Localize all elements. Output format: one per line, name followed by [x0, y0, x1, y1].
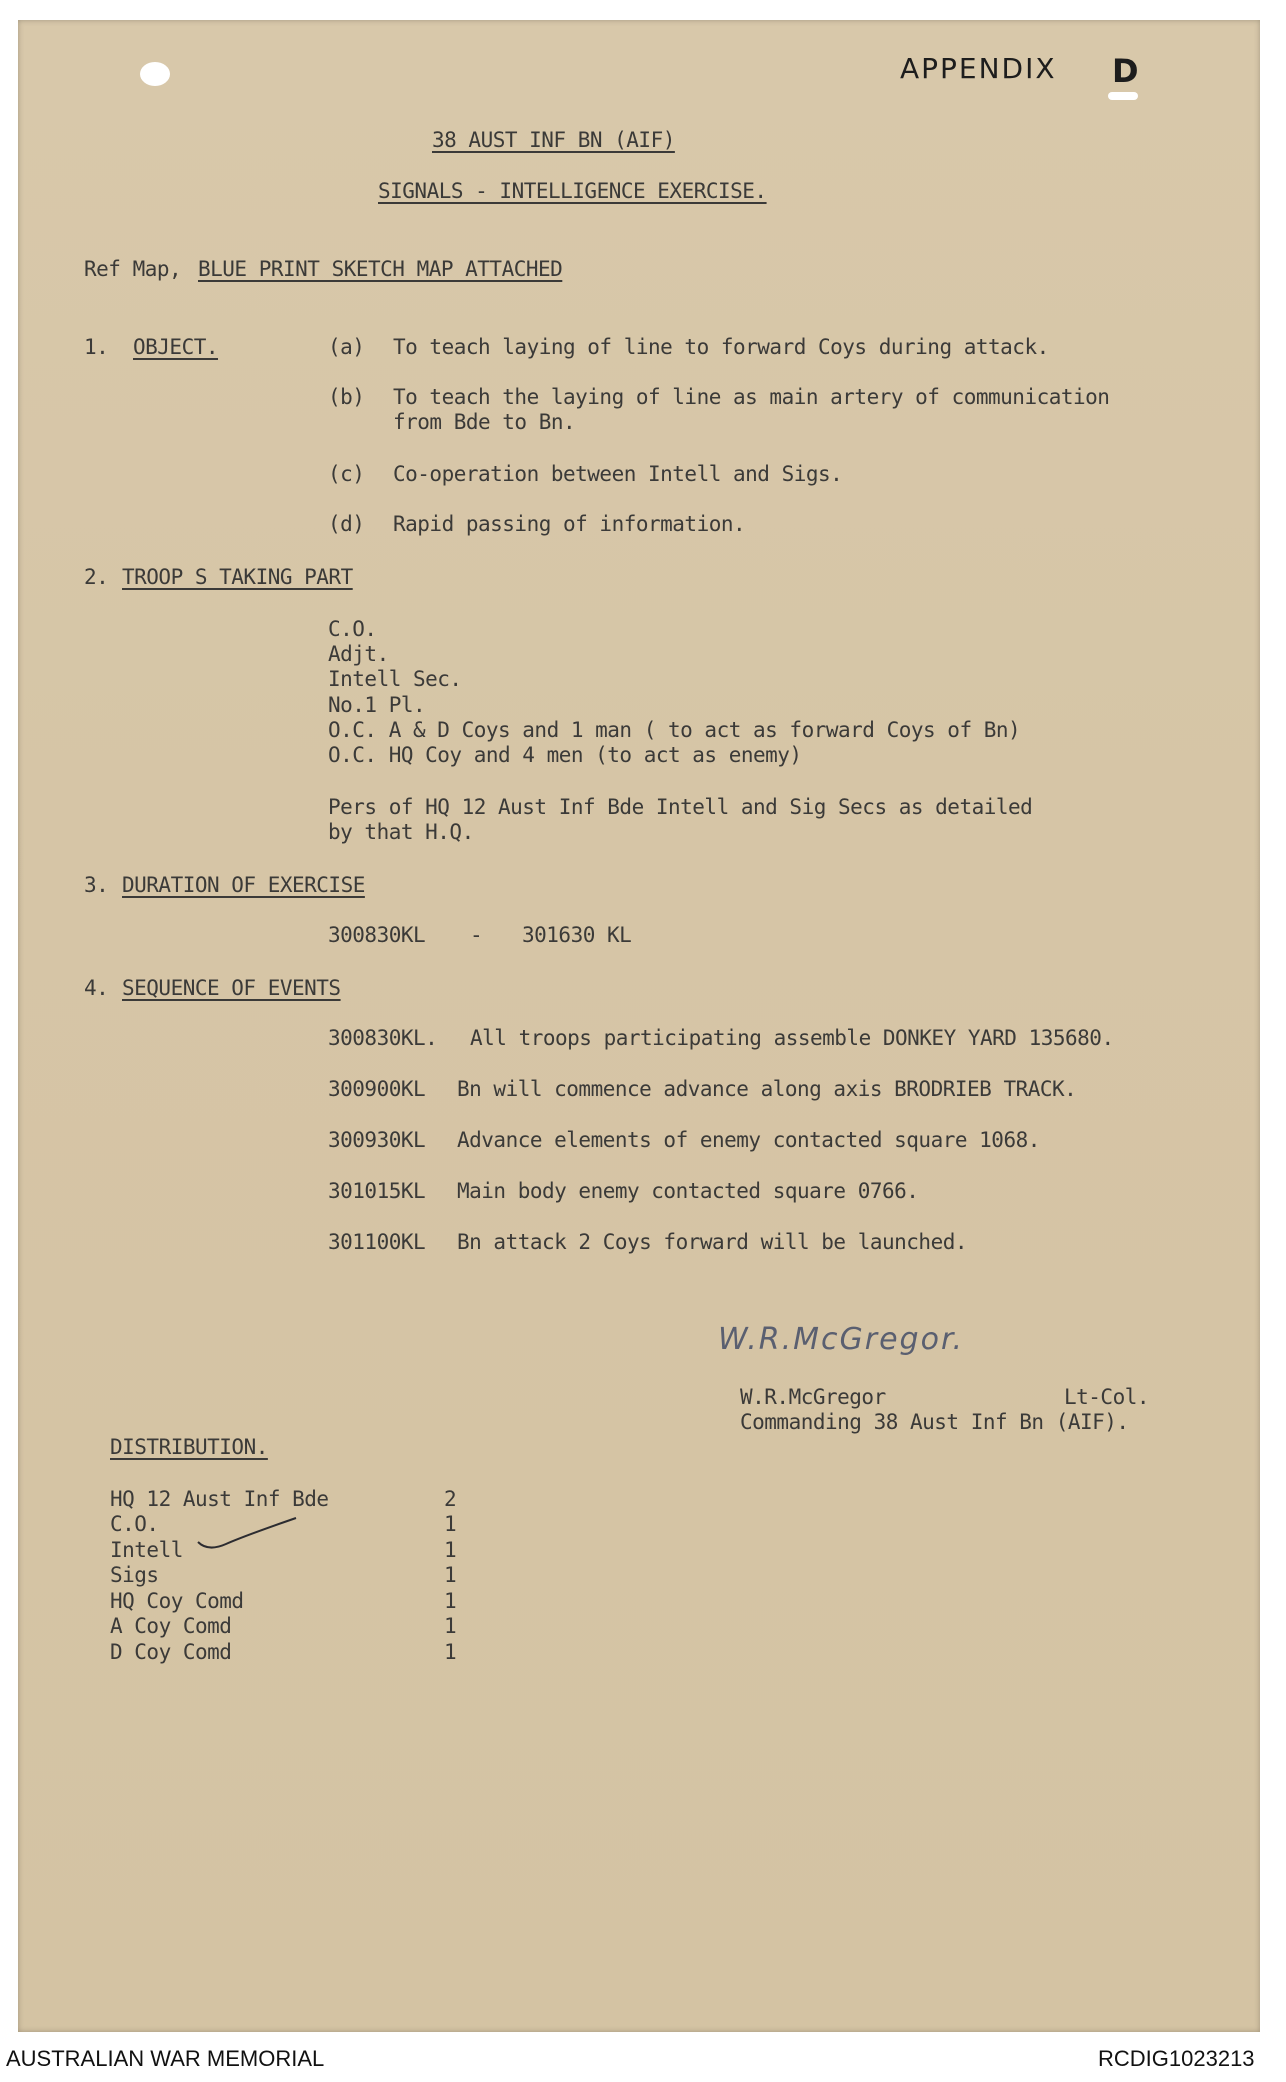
distribution-recipient: Intell — [110, 1538, 183, 1562]
troops-line: Adjt. — [328, 642, 389, 666]
handwritten-signature: W.R.McGregor. — [718, 1322, 965, 1357]
distribution-copies: 2 — [444, 1487, 457, 1511]
event-text: Bn will commence advance along axis BRODRIEB TRACK. — [457, 1077, 1077, 1101]
troops-line: O.C. HQ Coy and 4 men (to act as enemy) — [328, 743, 802, 767]
unit-heading: 38 AUST INF BN (AIF) — [432, 128, 675, 152]
troops-pers-cont: by that H.Q. — [328, 820, 474, 844]
event-text: Main body enemy contacted square 0766. — [457, 1179, 919, 1203]
troops-line: Intell Sec. — [328, 667, 462, 691]
signatory-appointment: Commanding 38 Aust Inf Bn (AIF). — [740, 1410, 1129, 1434]
distribution-recipient: HQ 12 Aust Inf Bde — [110, 1487, 329, 1511]
distribution-copies: 1 — [444, 1538, 457, 1562]
troops-line: No.1 Pl. — [328, 693, 426, 717]
distribution-copies: 1 — [444, 1563, 457, 1587]
section-4-number: 4. — [84, 976, 109, 1000]
event-text: All troops participating assemble DONKEY YARD 135680. — [470, 1026, 1114, 1050]
distribution-recipient: Sigs — [110, 1563, 159, 1587]
section-4-heading: SEQUENCE OF EVENTS — [122, 976, 341, 1000]
distribution-heading: DISTRIBUTION. — [110, 1435, 268, 1459]
object-item-b-text: To teach the laying of line as main artery of communication — [393, 385, 1110, 409]
duration-end: 301630 KL — [522, 923, 632, 947]
section-1-number: 1. — [84, 335, 109, 359]
event-time: 300930KL — [328, 1128, 426, 1152]
event-time: 300900KL — [328, 1077, 426, 1101]
section-1-heading: OBJECT. — [133, 335, 219, 359]
appendix-annotation: APPENDIX — [900, 52, 1057, 85]
footer-source: AUSTRALIAN WAR MEMORIAL — [6, 2046, 325, 2071]
appendix-letter: D — [1112, 52, 1141, 90]
object-item-d-text: Rapid passing of information. — [393, 512, 746, 536]
ref-map-label: Ref Map, — [84, 257, 182, 281]
distribution-recipient: A Coy Comd — [110, 1614, 232, 1638]
object-item-c-text: Co-operation between Intell and Sigs. — [393, 462, 843, 486]
distribution-copies: 1 — [444, 1640, 457, 1664]
paper-tear — [1108, 92, 1138, 100]
distribution-copies: 1 — [444, 1614, 457, 1638]
section-2-number: 2. — [84, 565, 109, 589]
handwritten-tick-mark — [196, 1512, 316, 1552]
exercise-title: SIGNALS - INTELLIGENCE EXERCISE. — [378, 179, 767, 203]
event-time: 301100KL — [328, 1230, 426, 1254]
event-text: Bn attack 2 Coys forward will be launched. — [457, 1230, 968, 1254]
event-time: 300830KL. — [328, 1026, 438, 1050]
object-item-b-letter: (b) — [328, 385, 365, 409]
distribution-recipient: C.O. — [110, 1512, 159, 1536]
object-item-a-letter: (a) — [328, 335, 365, 359]
punch-hole — [140, 62, 170, 86]
event-text: Advance elements of enemy contacted square 1068. — [457, 1128, 1040, 1152]
footer-id: RCDIG1023213 — [1098, 2046, 1255, 2071]
object-item-c-letter: (c) — [328, 462, 365, 486]
ref-map-value: BLUE PRINT SKETCH MAP ATTACHED — [198, 257, 563, 281]
signatory-rank: Lt-Col. — [1064, 1385, 1150, 1409]
signatory-name: W.R.McGregor — [740, 1385, 886, 1409]
section-3-number: 3. — [84, 873, 109, 897]
troops-line: O.C. A & D Coys and 1 man ( to act as forward Coys of Bn) — [328, 718, 1021, 742]
distribution-recipient: HQ Coy Comd — [110, 1589, 244, 1613]
event-time: 301015KL — [328, 1179, 426, 1203]
duration-dash: - — [470, 923, 483, 947]
object-item-d-letter: (d) — [328, 512, 365, 536]
object-item-b-text-cont: from Bde to Bn. — [393, 410, 576, 434]
distribution-recipient: D Coy Comd — [110, 1640, 232, 1664]
section-3-heading: DURATION OF EXERCISE — [122, 873, 365, 897]
distribution-copies: 1 — [444, 1589, 457, 1613]
duration-start: 300830KL — [328, 923, 426, 947]
troops-line: C.O. — [328, 617, 377, 641]
troops-pers: Pers of HQ 12 Aust Inf Bde Intell and Sig Secs as detailed — [328, 795, 1033, 819]
object-item-a-text: To teach laying of line to forward Coys during attack. — [393, 335, 1049, 359]
section-2-heading: TROOP S TAKING PART — [122, 565, 353, 589]
distribution-copies: 1 — [444, 1512, 457, 1536]
